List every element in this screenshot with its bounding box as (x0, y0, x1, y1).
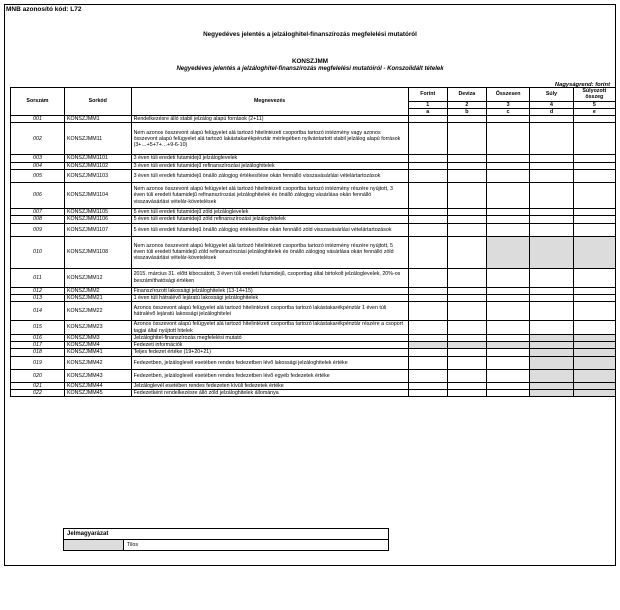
value-cell (530, 390, 573, 397)
table-row (11, 342, 616, 349)
value-cell (530, 356, 573, 369)
value-cell[interactable] (447, 294, 486, 301)
table-row (11, 123, 616, 155)
table-row (11, 356, 616, 369)
row-code: KONSZJMM2 (64, 287, 131, 294)
table-row (11, 170, 616, 183)
value-cell[interactable] (573, 116, 615, 123)
row-code: KONSZJMM41 (64, 349, 131, 356)
row-code: KONSZJMM3 (64, 334, 131, 341)
row-description: Fedezetben, jelzáloglevél esetében rendes fedezetben lévő lakossági jelzáloghitelek értéke (131, 356, 408, 369)
value-cell[interactable] (530, 223, 573, 236)
value-cell[interactable] (447, 183, 486, 209)
value-cell[interactable] (447, 334, 486, 341)
value-cell[interactable] (408, 268, 447, 287)
col-megnevezes: Megnevezés (131, 88, 408, 116)
row-description: Azonos összevont alapú felügyelet alá tartozó hitelintézeti csoportba tartozó lakástakarékpénztár részére a csoport tagjai által nyújtott hitelek (131, 321, 408, 335)
value-cell[interactable] (486, 170, 529, 183)
row-code: KONSZJMM45 (64, 390, 131, 397)
value-cell[interactable] (408, 390, 447, 397)
table-row (11, 294, 616, 301)
row-code: KONSZJMM1107 (64, 223, 131, 236)
value-cell (408, 342, 447, 349)
table-row (11, 369, 616, 382)
value-cell[interactable] (486, 382, 529, 389)
value-cell[interactable] (408, 183, 447, 209)
col-num: 5 (573, 101, 615, 108)
report-table (10, 87, 616, 397)
row-description: Finanszírozott lakossági jelzáloghitelek (13-14+15) (131, 287, 408, 294)
value-cell[interactable] (408, 382, 447, 389)
value-cell[interactable] (530, 302, 573, 321)
value-cell[interactable] (408, 294, 447, 301)
value-cell[interactable] (447, 155, 486, 162)
value-cell[interactable] (530, 183, 573, 209)
legend-item: Tilos (124, 540, 389, 551)
row-description: Jelzáloglevél esetében rendes fedezeten kívüli fedezetek értéke (131, 382, 408, 389)
row-code: KONSZJMM1105 (64, 209, 131, 216)
table-row (11, 321, 616, 335)
value-cell[interactable] (447, 223, 486, 236)
row-number: 021 (11, 382, 65, 389)
value-cell[interactable] (530, 209, 573, 216)
value-cell[interactable] (447, 356, 486, 369)
row-code: KONSZJMM12 (64, 268, 131, 287)
value-cell[interactable] (530, 170, 573, 183)
row-description: 5 éven túli eredeti futamidejű önálló zálogjog értékesítése okán fennálló zöld visszavásárlási vételártartozások (131, 223, 408, 236)
value-cell[interactable] (408, 209, 447, 216)
value-cell[interactable] (486, 162, 529, 169)
table-row (11, 268, 616, 287)
value-cell[interactable] (573, 170, 615, 183)
col-suly: Súly (530, 88, 573, 102)
col-sorkod: Sorkód (64, 88, 131, 116)
value-cell (573, 334, 615, 341)
row-description: Nem azonos összevont alapú felügyelet alá tartozó hitelintézeti csoportba tartozó intézmény részére nyújtott, 3 éven túli eredeti futamidejű refinanszírozási jelzáloghitelek és önálló zálogjog vásárlása okán fennálló visszavásárlási vételár-követelések (131, 183, 408, 209)
row-code: KONSZJMM1103 (64, 170, 131, 183)
value-cell[interactable] (447, 268, 486, 287)
col-forint: Forint (408, 88, 447, 102)
value-cell[interactable] (447, 216, 486, 223)
value-cell[interactable] (408, 334, 447, 341)
col-num: 1 (408, 101, 447, 108)
row-code: KONSZJMM4 (64, 342, 131, 349)
value-cell[interactable] (530, 155, 573, 162)
col-sulyozott: Súlyozott összeg (573, 88, 615, 102)
value-cell[interactable] (408, 123, 447, 155)
table-row (11, 349, 616, 356)
value-cell[interactable] (408, 162, 447, 169)
row-description: Jelzáloghitel-finanszírozás megfelelési mutató (131, 334, 408, 341)
value-cell[interactable] (408, 349, 447, 356)
row-number: 006 (11, 183, 65, 209)
legend-title: Jelmagyarázat (64, 529, 389, 540)
row-description: Fedezeti információk (131, 342, 408, 349)
row-number: 004 (11, 162, 65, 169)
value-cell[interactable] (447, 382, 486, 389)
row-number: 008 (11, 216, 65, 223)
legend-swatch (64, 540, 124, 551)
col-num: 3 (486, 101, 529, 108)
col-letter: c (486, 108, 529, 115)
table-row (11, 334, 616, 341)
row-code: KONSZJMM22 (64, 302, 131, 321)
row-number: 011 (11, 268, 65, 287)
value-cell[interactable] (486, 209, 529, 216)
value-cell (573, 236, 615, 268)
row-description: Fedezetben, jelzáloglevél esetében rendes fedezetben lévő egyéb fedezetek értéke (131, 369, 408, 382)
row-description: Rendelkezésre álló stabil jelzálog alapú források (2+11) (131, 116, 408, 123)
table-row (11, 390, 616, 397)
row-code: KONSZJMM21 (64, 294, 131, 301)
value-cell[interactable] (447, 349, 486, 356)
table-row (11, 209, 616, 216)
row-description: 1 éven túli hátralévő lejáratú lakossági jelzáloghitelek (131, 294, 408, 301)
value-cell[interactable] (486, 349, 529, 356)
value-cell[interactable] (408, 216, 447, 223)
value-cell[interactable] (573, 183, 615, 209)
value-cell[interactable] (530, 287, 573, 294)
value-cell[interactable] (408, 287, 447, 294)
table-row (11, 382, 616, 389)
value-cell (573, 382, 615, 389)
table-row (11, 155, 616, 162)
row-code: KONSZJMM1102 (64, 162, 131, 169)
row-number: 002 (11, 123, 65, 155)
value-cell[interactable] (573, 268, 615, 287)
value-cell[interactable] (573, 123, 615, 155)
table-title: Negyedéves jelentés a jelzáloghitel-finanszírozás megfelelési mutatóiról - Konszolidált tételek (176, 66, 444, 72)
row-number: 012 (11, 287, 65, 294)
value-cell[interactable] (486, 287, 529, 294)
col-num: 2 (447, 101, 486, 108)
value-cell[interactable] (447, 369, 486, 382)
value-cell[interactable] (530, 268, 573, 287)
row-number: 007 (11, 209, 65, 216)
value-cell[interactable] (573, 223, 615, 236)
value-cell[interactable] (486, 116, 529, 123)
row-number: 010 (11, 236, 65, 268)
col-num: 4 (530, 101, 573, 108)
value-cell[interactable] (573, 216, 615, 223)
row-number: 003 (11, 155, 65, 162)
row-number: 018 (11, 349, 65, 356)
row-code: KONSZJMM1 (64, 116, 131, 123)
row-number: 015 (11, 321, 65, 335)
value-cell[interactable] (486, 302, 529, 321)
value-cell[interactable] (530, 162, 573, 169)
row-description: 3 éven túli eredeti futamidejű jelzáloglevelek (131, 155, 408, 162)
col-letter: d (530, 108, 573, 115)
row-number: 022 (11, 390, 65, 397)
row-description: 5 éven túli eredeti futamidejű zöld jelzáloglevelek (131, 209, 408, 216)
table-row (11, 183, 616, 209)
row-code: KONSZJMM43 (64, 369, 131, 382)
row-code: KONSZJMM23 (64, 321, 131, 335)
value-cell (530, 236, 573, 268)
value-cell[interactable] (486, 334, 529, 341)
value-cell (486, 236, 529, 268)
row-description: Fedezetként rendelkezésre álló zöld jelzáloghitelek állománya (131, 390, 408, 397)
value-cell (530, 369, 573, 382)
row-code: KONSZJMM11 (64, 123, 131, 155)
value-cell (573, 349, 615, 356)
row-description: Nem azonos összevont alapú felügyelet alá tartozó hitelintézeti csoportba tartozó intézmény részére nyújtott, 5 éven túli eredeti futamidejű zöld refinanszírozási jelzáloghitelek és önálló zálogjog vásárlása okán fennálló zöld visszavásárlási vételár-követelések (131, 236, 408, 268)
row-code: KONSZJMM44 (64, 382, 131, 389)
value-cell (447, 342, 486, 349)
value-cell[interactable] (486, 369, 529, 382)
value-cell[interactable] (573, 162, 615, 169)
value-cell[interactable] (486, 216, 529, 223)
row-code: KONSZJMM1104 (64, 183, 131, 209)
value-cell[interactable] (408, 302, 447, 321)
value-cell (573, 342, 615, 349)
col-osszesen: Összesen (486, 88, 529, 102)
value-cell[interactable] (486, 268, 529, 287)
value-cell[interactable] (408, 170, 447, 183)
row-description: Azonos összevont alapú felügyelet alá tartozó hitelintézeti csoportba tartozó lakástakarékpénztár 1 éven túli hátralévő lejáratú lakossági jelzáloghitelei (131, 302, 408, 321)
col-letter: a (408, 108, 447, 115)
value-cell (573, 369, 615, 382)
row-number: 001 (11, 116, 65, 123)
value-cell[interactable] (447, 390, 486, 397)
value-cell (530, 382, 573, 389)
value-cell[interactable] (408, 116, 447, 123)
value-cell[interactable] (573, 302, 615, 321)
table-row (11, 162, 616, 169)
value-cell[interactable] (447, 287, 486, 294)
value-cell[interactable] (486, 123, 529, 155)
table-row (11, 302, 616, 321)
row-code: KONSZJMM42 (64, 356, 131, 369)
value-cell (530, 349, 573, 356)
row-number: 017 (11, 342, 65, 349)
value-cell (530, 342, 573, 349)
value-cell[interactable] (530, 321, 573, 335)
table-row (11, 216, 616, 223)
row-number: 019 (11, 356, 65, 369)
row-number: 020 (11, 369, 65, 382)
value-cell[interactable] (447, 162, 486, 169)
value-cell[interactable] (573, 321, 615, 335)
value-cell[interactable] (408, 369, 447, 382)
value-cell[interactable] (447, 302, 486, 321)
legend-table (63, 528, 389, 551)
value-cell (573, 390, 615, 397)
col-sorszam: Sorszám (11, 88, 65, 116)
table-row (11, 236, 616, 268)
report-title: Negyedéves jelentés a jelzáloghitel-finanszírozás megfelelési mutatóról (203, 31, 417, 38)
row-description: Nem azonos összevont alapú felügyelet alá tartozó hitelintézeti csoportba tartozó intézmény vagy azonos összevont alapú felügyelet alá tartozó lakástakarékpénztár mérlegében nyilvántartott stabil jelzálog alapú források (3+…+5+7+…+9-6-10) (131, 123, 408, 155)
value-cell[interactable] (408, 155, 447, 162)
value-cell[interactable] (573, 287, 615, 294)
row-description: 5 éven túli eredeti futamidejű zöld refinanszírozási jelzáloghitelek (131, 216, 408, 223)
col-letter: e (573, 108, 615, 115)
row-code: KONSZJMM1106 (64, 216, 131, 223)
row-number: 014 (11, 302, 65, 321)
value-cell[interactable] (573, 209, 615, 216)
row-number: 005 (11, 170, 65, 183)
row-description: Teljes fedezet értéke (19+20+21) (131, 349, 408, 356)
row-code: KONSZJMM1101 (64, 155, 131, 162)
row-code: KONSZJMM1108 (64, 236, 131, 268)
value-cell[interactable] (408, 236, 447, 268)
value-cell[interactable] (486, 294, 529, 301)
row-number: 013 (11, 294, 65, 301)
value-cell[interactable] (530, 116, 573, 123)
value-cell[interactable] (486, 183, 529, 209)
value-cell[interactable] (530, 216, 573, 223)
value-cell[interactable] (486, 155, 529, 162)
value-cell[interactable] (447, 123, 486, 155)
row-number: 016 (11, 334, 65, 341)
value-cell[interactable] (530, 294, 573, 301)
value-cell (573, 356, 615, 369)
row-description: 3 éven túli eredeti futamidejű önálló zálogjog értékesítése okán fennálló visszavásárlási vételártartozások (131, 170, 408, 183)
row-description: 2015. március 31. előtt kibocsátott, 3 éven túli eredeti futamidejű, csoporttag által birtokolt jelzáloglevelek, 20%-os beszámíthatósági értéken (131, 268, 408, 287)
table-code: KONSZJMM (291, 58, 329, 65)
value-cell[interactable] (447, 209, 486, 216)
row-description: 3 éven túli eredeti futamidejű refinanszírozási jelzáloghitelek (131, 162, 408, 169)
value-cell[interactable] (530, 123, 573, 155)
mnb-code: MNB azonosító kód: L72 (6, 6, 82, 13)
value-cell[interactable] (447, 170, 486, 183)
value-cell[interactable] (486, 356, 529, 369)
value-cell[interactable] (573, 294, 615, 301)
value-cell[interactable] (408, 223, 447, 236)
value-cell (530, 334, 573, 341)
value-cell[interactable] (486, 321, 529, 335)
value-cell (486, 342, 529, 349)
row-number: 009 (11, 223, 65, 236)
size-note: Nagyságrend: forint (554, 82, 610, 88)
table-row (11, 223, 616, 236)
col-deviza: Deviza (447, 88, 486, 102)
value-cell[interactable] (573, 155, 615, 162)
value-cell[interactable] (447, 236, 486, 268)
col-letter: b (447, 108, 486, 115)
value-cell[interactable] (486, 390, 529, 397)
value-cell[interactable] (486, 223, 529, 236)
value-cell[interactable] (447, 116, 486, 123)
table-row (11, 287, 616, 294)
value-cell[interactable] (408, 356, 447, 369)
table-row (11, 116, 616, 123)
value-cell[interactable] (408, 321, 447, 335)
value-cell[interactable] (447, 321, 486, 335)
